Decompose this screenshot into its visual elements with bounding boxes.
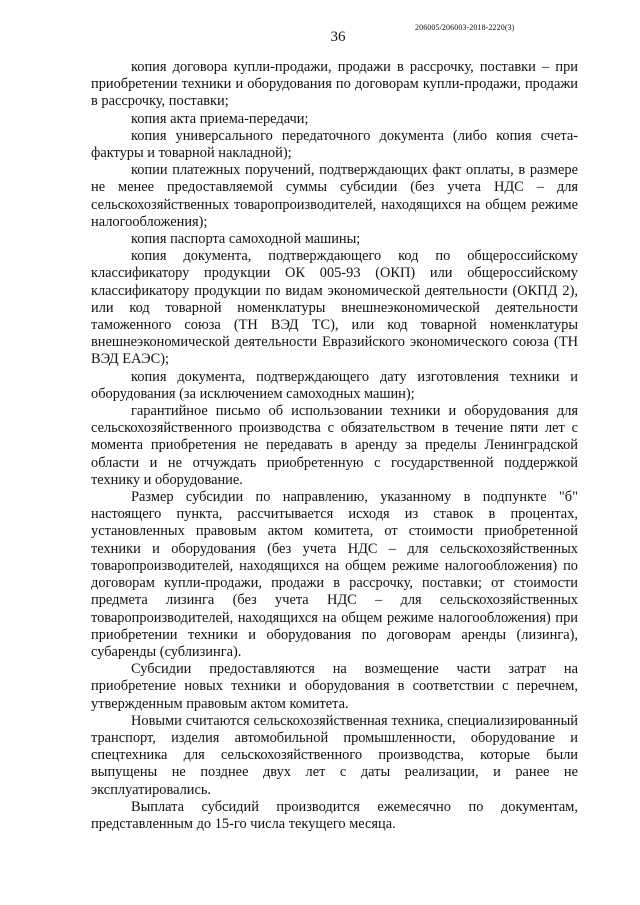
paragraph-vehicle-passport-copy: копия паспорта самоходной машины; — [131, 231, 361, 248]
paragraph-subsidy-amount: Размер субсидии по направлению, указанному в подпункте "б" настоящего пункта, рассчитывается исходя из ставок в процентах, установленных правовым актом комитета, от стоимости приобретенной техники и оборудования (без учета НДС – для сельскохозяйственных товаропроизводителей, находящихся на общем режиме налогообложения) по договорам купли-продажи, продажи в рассрочку, поставки; от стоимости предмета лизинга (без учета НДС – для сельскохозяйственных товаропроизводителей, находящихся на общем режиме налогообложения) при приобретении техники и оборудования по договорам аренды (лизинга), субаренды (сублизинга). — [91, 489, 578, 660]
paragraph-guarantee-letter: гарантийное письмо об использовании техники и оборудования для сельскохозяйственного производства с обязательством в течение пяти лет с момента приобретения не передавать в аренду за пределы Ленинградской области и не отчуждать приобретенную с государственной поддержкой технику и оборудование. — [91, 403, 578, 488]
paragraph-product-code-copy: копия документа, подтверждающего код по общероссийскому классификатору продукции ОК 005-93 (ОКП) или общероссийскому классификатору продукции по видам экономической деятельности (ОКПД 2), или код товарной номенклатуры внешнеэкономической деятельности таможенного союза (ТН ВЭД ТС), или код товарной номенклатуры внешнеэкономической деятельности Евразийского экономического союза (ТН ВЭД ЕАЭС); — [91, 248, 578, 368]
paragraph-acceptance-act-copy: копия акта приема-передачи; — [131, 110, 309, 127]
document-code: 206005/206003-2018-2220(3) — [415, 23, 515, 32]
page-number: 36 — [330, 29, 346, 45]
paragraph-payment-orders-copy: копии платежных поручений, подтверждающих факт оплаты, в размере не менее предоставляемой суммы субсидии (без учета НДС – для сельскохозяйственных товаропроизводителей, находящихся на общем режиме налогообложения); — [91, 162, 578, 230]
paragraph-sale-contract-copy: копия договора купли-продажи, продажи в рассрочку, поставки – при приобретении техники и оборудования по договорам купли-продажи, продажи в рассрочку, поставки; — [91, 59, 578, 110]
document-body — [91, 59, 578, 833]
paragraph-new-equipment-definition: Новыми считаются сельскохозяйственная техника, специализированный транспорт, изделия автомобильной промышленности, оборудование и спецтехника для сельскохозяйственного производства, которые были выпущены не позднее двух лет с даты реализации, и ранее не эксплуатировались. — [91, 712, 578, 798]
paragraph-payment-schedule: Выплата субсидий производится ежемесячно по документам, представленным до 15-го числа текущего месяца. — [91, 798, 578, 832]
paragraph-subsidy-purpose: Субсидии предоставляются на возмещение части затрат на приобретение новых техники и оборудования в соответствии с перечнем, утвержденным правовым актом комитета. — [91, 661, 578, 712]
paragraph-transfer-document-copy: копия универсального передаточного документа (либо копия счета-фактуры и товарной накладной); — [91, 127, 578, 162]
paragraph-manufacture-date-copy: копия документа, подтверждающего дату изготовления техники и оборудования (за исключением самоходных машин); — [91, 368, 578, 402]
